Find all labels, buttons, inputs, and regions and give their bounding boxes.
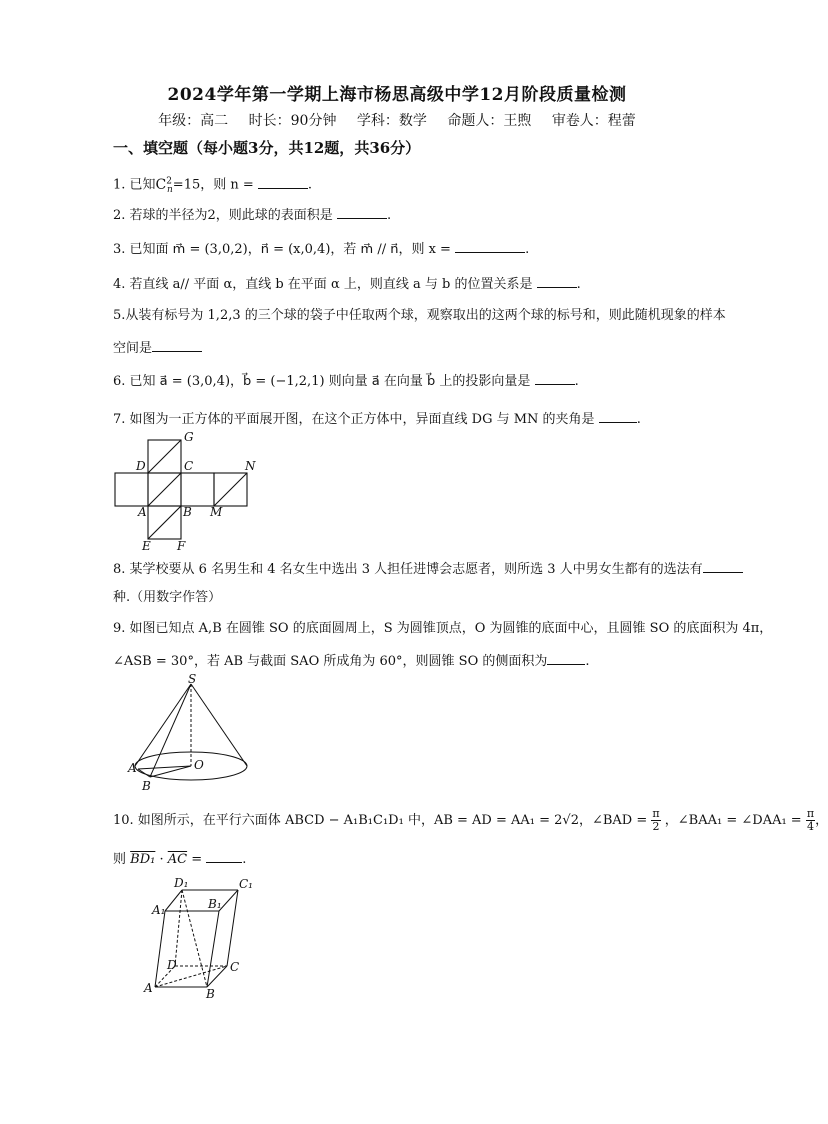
label-C: C [230,960,240,974]
author-label: 命题人：王煦 [447,113,532,129]
answer-blank[interactable] [337,206,387,219]
question-6: 6. 已知 a⃗ = (3,0,4)，b⃗ = (−1,2,1) 则向量 a⃗ 在向量 b⃗ 上的投影向量是 . [113,374,579,389]
combination-symbol: $C^2_n$ [155,176,173,196]
answer-blank[interactable] [206,850,242,863]
label-C: C [184,459,194,473]
label-G: G [184,430,194,444]
answer-blank[interactable] [535,372,575,385]
answer-blank[interactable] [703,560,743,573]
subject-label: 学科：数学 [356,113,427,129]
label-D: D [167,958,177,972]
label-M: M [210,505,223,519]
cube-net-lines [115,440,247,539]
label-O: O [194,758,204,772]
question-1: 1. 已知$C^2_n=15$，则 n = . [113,176,313,196]
fraction-pi-over-4: $\frac{\pi}{4}$ [806,807,815,833]
label-A: A [138,505,147,519]
label-A1: A₁ [152,903,166,917]
section-heading: 一、填空题（每小题3分，共12题，共36分） [113,139,421,157]
answer-blank[interactable] [455,240,525,253]
label-B1: B₁ [208,897,222,911]
label-S: S [188,672,197,686]
question-9: 9. 如图已知点 A,B 在圆锥 SO 的底面圆周上，S 为圆锥顶点，O 为圆锥的底面中心，且圆锥 SO 的底面积为 4π， ∠ASB = 30°，若 AB 与截面 SAO 所成角为 60°，则圆锥 SO 的侧面积为 . [113,621,773,669]
answer-blank[interactable] [547,652,585,665]
label-B: B [183,505,192,519]
answer-blank[interactable] [599,410,637,423]
page-title: 2024学年第一学期上海市杨思高级中学12月阶段质量检测 [167,85,627,105]
cube-net-figure [110,428,270,553]
question-3: 3. 已知面 m⃗ = (3,0,2)，n⃗ = (x,0,4)，若 m⃗ // n⃗，则 x = . [113,242,530,257]
label-C1: C₁ [239,877,253,891]
label-D1: D₁ [174,876,189,890]
answer-blank[interactable] [258,176,308,189]
label-F: F [177,539,186,553]
question-4: 4. 若直线 a// 平面 α，直线 b 在平面 α 上，则直线 a 与 b 的位置关系是 . [113,277,581,292]
vector-AC: $\overline{AC}$ [167,852,188,867]
question-2: 2. 若球的半径为2，则此球的表面积是 . [113,208,392,223]
answer-blank[interactable] [537,275,577,288]
reviewer-label: 审卷人：程蕾 [551,113,636,129]
label-B: B [142,779,151,793]
answer-blank[interactable] [152,339,202,352]
question-7: 7. 如图为一正方体的平面展开图，在这个正方体中，异面直线 DG 与 MN 的夹角是 . [113,412,641,427]
label-E: E [142,539,151,553]
label-A: A [144,981,153,995]
fraction-pi-over-2: $\frac{\pi}{2}$ [652,807,660,833]
vector-BD1: BD₁ [130,852,156,867]
grade-label: 年级：高二 [158,113,229,129]
label-B: B [206,987,215,1001]
label-D: D [136,459,146,473]
exam-meta [0,110,794,130]
question-10-line2: 则 $BD_1 \cdot \overline{AC}$ = . [113,852,247,867]
cone-figure [128,674,258,794]
question-10: 10. 如图所示，在平行六面体 ABCD − A₁B₁C₁D₁ 中，AB = AD = AA₁ = 2√2，∠BAD = $\frac{\pi}{2}$ ，∠BAA₁ = ∠DAA₁ = $\frac{\pi}{4}$ ， [113,807,828,833]
label-A: A [128,761,137,775]
question-8: 8. 某学校要从 6 名男生和 4 名女生中选出 3 人担任进博会志愿者，则所选 3 人中男女生都有的选法有 种.（用数字作答） [113,560,743,607]
question-5: 5.从装有标号为 1,2,3 的三个球的袋子中任取两个球，观察取出的这两个球的标号和，则此随机现象的样本 空间是 [113,308,726,356]
parallelepiped-figure [140,874,280,1004]
time-label: 时长：90分钟 [248,113,337,129]
label-N: N [245,459,256,473]
